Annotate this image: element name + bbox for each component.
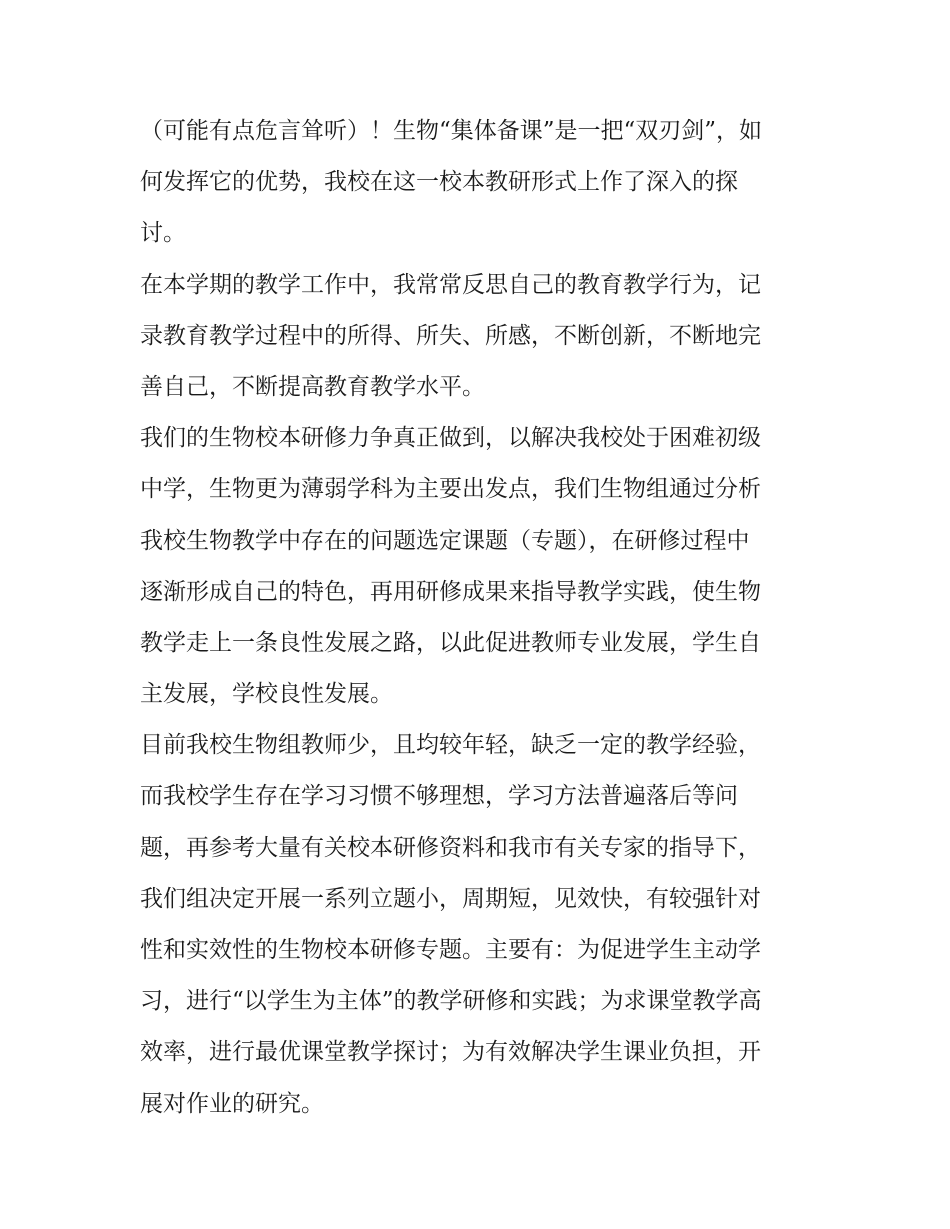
paragraph-4 [140,720,820,1130]
text-line: 录教育教学过程中的所得、所失、所感，不断创新，不断地完 [140,322,761,349]
text-line: 逐渐形成自己的特色，再用研修成果来指导教学实践，使生物 [140,578,761,605]
text-line: 主发展，学校良性发展。 [140,681,393,708]
text-line: 讨。 [140,220,186,247]
text-line: 题，再参考大量有关校本研修资料和我市有关专家的指导下， [140,834,761,861]
paragraph-2 [140,260,820,414]
text-line: 目前我校生物组教师少，且均较年轻，缺乏一定的教学经验， [140,732,761,759]
text-line: 中学，生物更为薄弱学科为主要出发点，我们生物组通过分析 [140,476,761,503]
text-line: 而我校学生存在学习习惯不够理想，学习方法普遍落后等问 [140,783,738,810]
text-line: 教学走上一条良性发展之路，以此促进教师专业发展，学生自 [140,629,761,656]
text-line: 习，进行“以学生为主体”的教学研修和实践；为求课堂教学高 [140,988,762,1015]
text-line: （可能有点危言耸听）！生物“集体备课”是一把“双刃剑”，如 [140,118,763,144]
document-body [140,106,820,1130]
text-line: 展对作业的研究。 [140,1090,324,1117]
text-line: 我校生物教学中存在的问题选定课题（专题），在研修过程中 [140,527,750,554]
text-line: 我们的生物校本研修力争真正做到，以解决我校处于困难初级 [140,425,761,452]
paragraph-1 [140,106,820,260]
paragraph-3 [140,413,820,720]
text-line: 效率，进行最优课堂教学探讨；为有效解决学生课业负担，开 [140,1039,761,1066]
text-line: 我们组决定开展一系列立题小，周期短，见效快，有较强针对 [140,885,761,912]
text-line: 善自己，不断提高教育教学水平。 [140,373,485,400]
text-line: 何发挥它的优势，我校在这一校本教研形式上作了深入的探 [140,169,738,196]
text-line: 性和实效性的生物校本研修专题。主要有：为促进学生主动学 [140,937,761,963]
text-line: 在本学期的教学工作中，我常常反思自己的教育教学行为，记 [140,271,761,298]
